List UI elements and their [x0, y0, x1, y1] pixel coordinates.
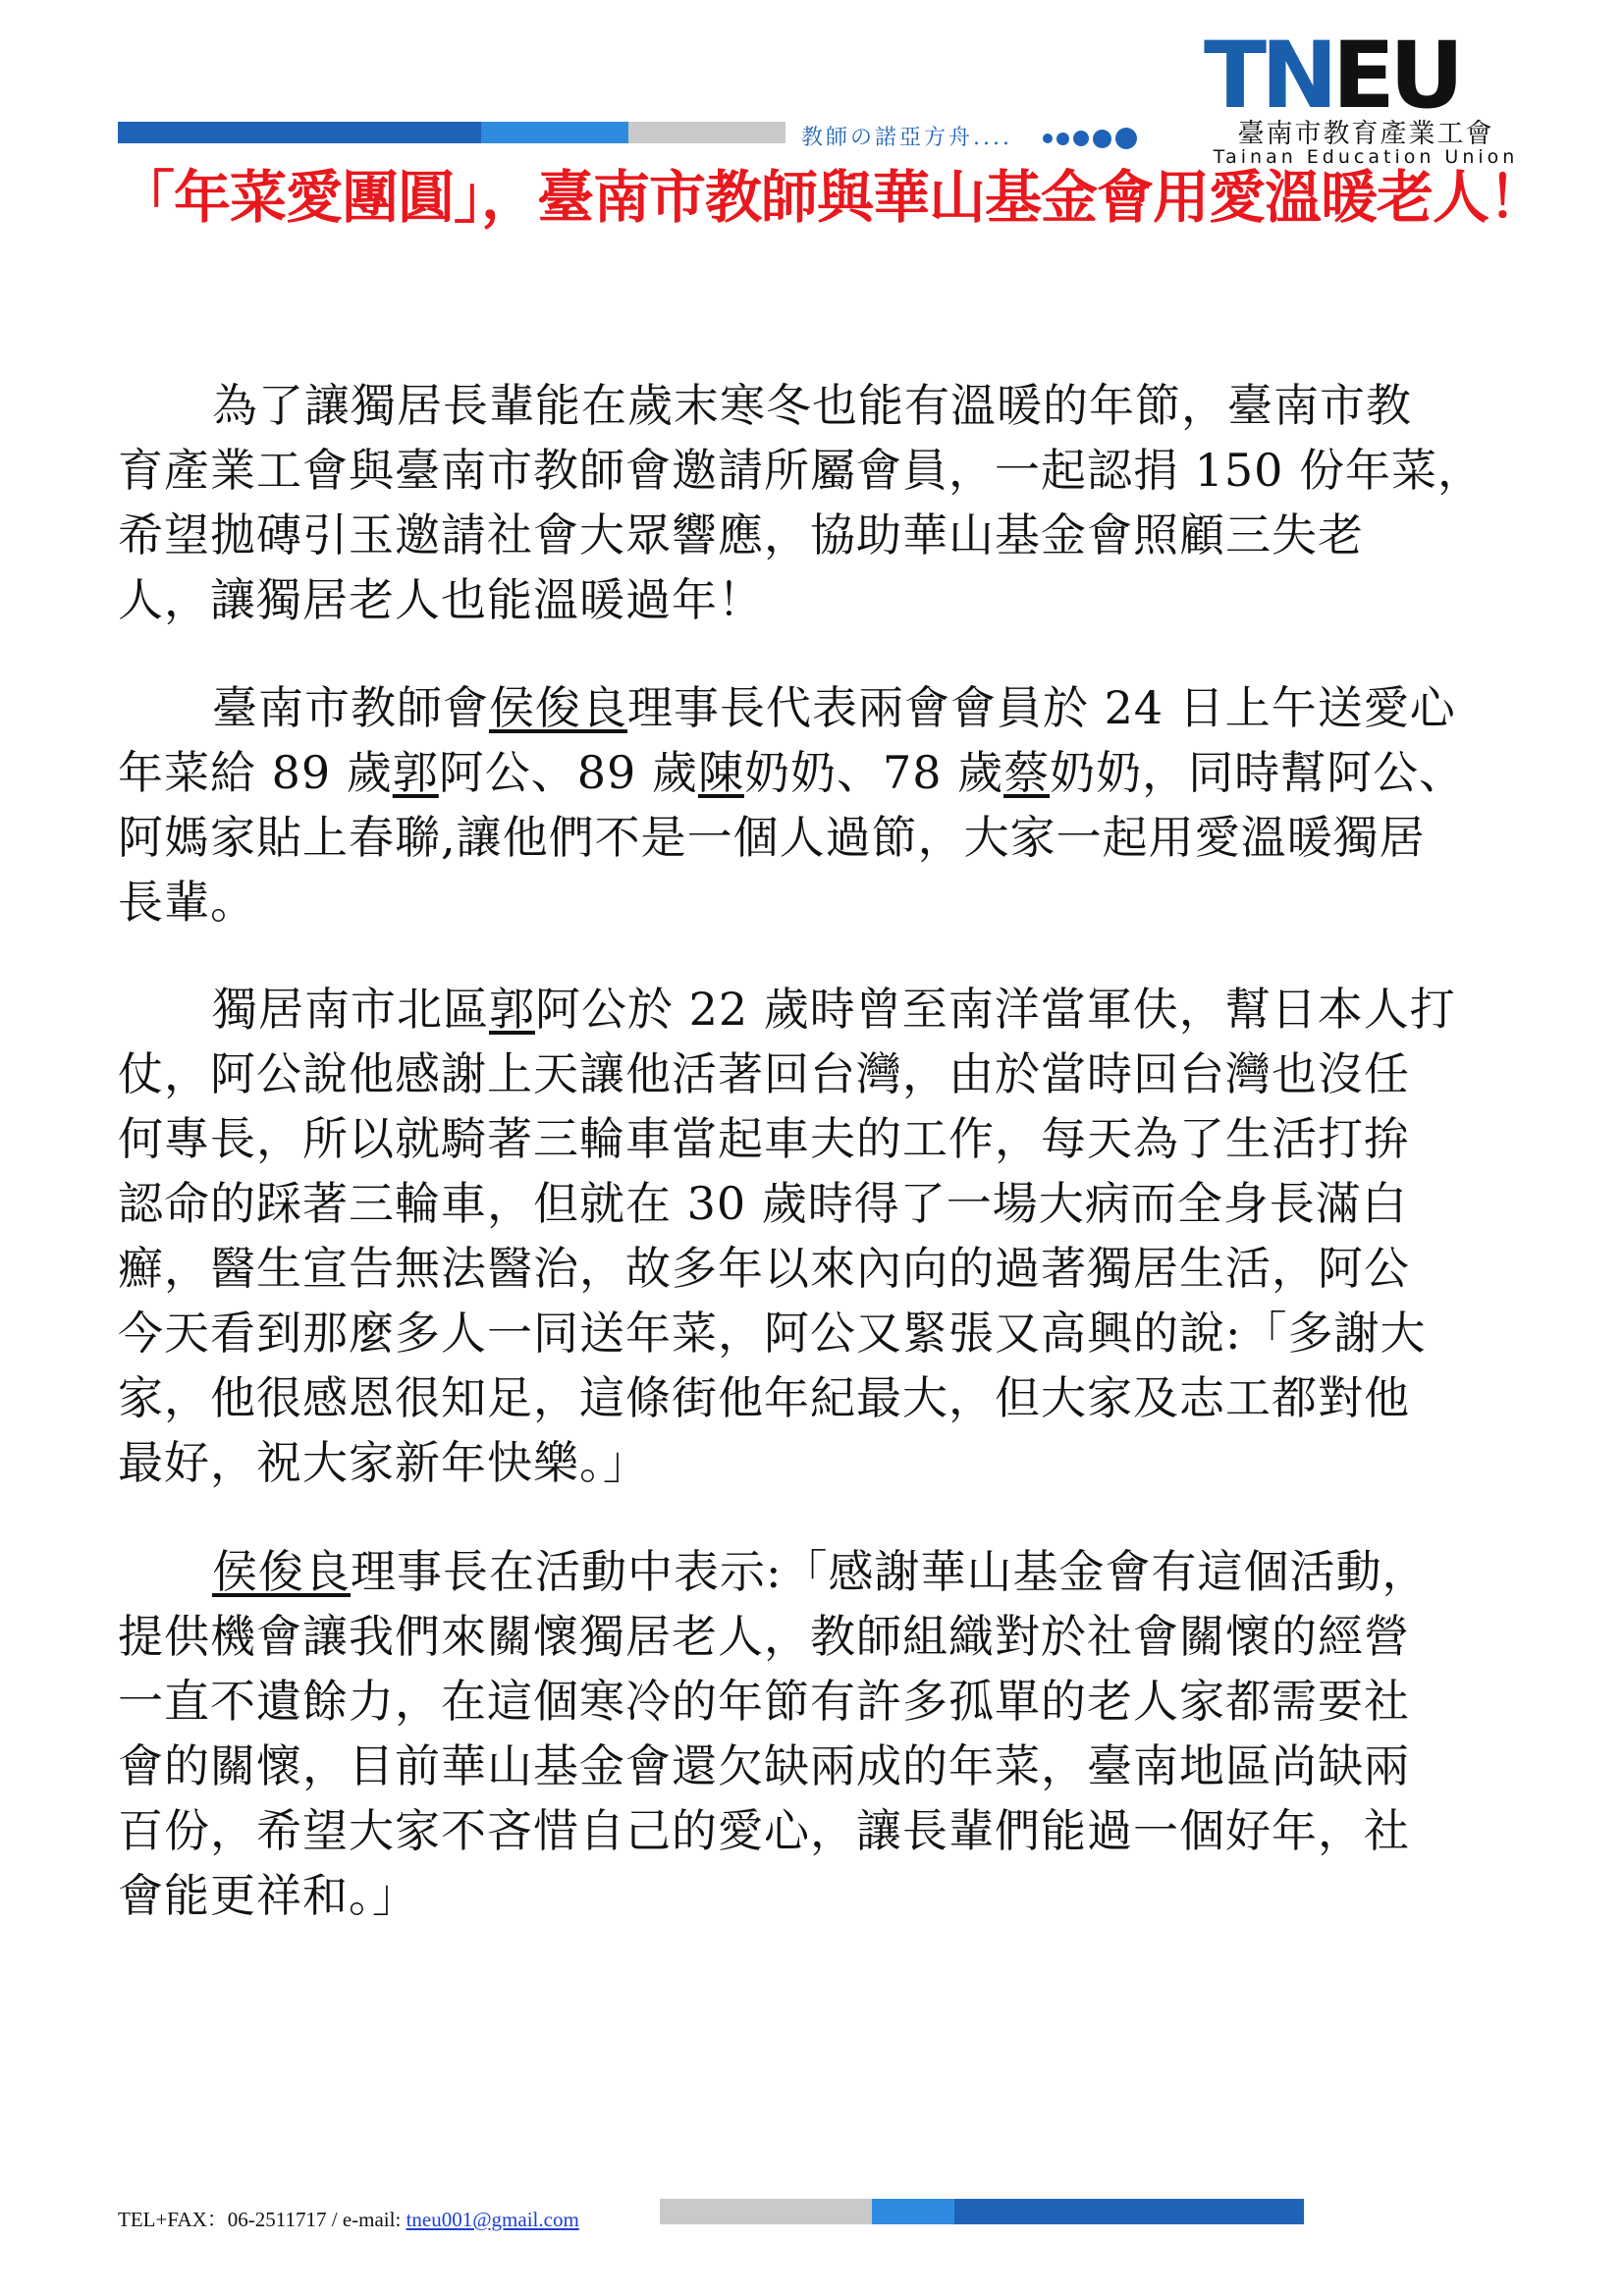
paragraph-line: 阿媽家貼上春聯,讓他們不是一個人過節，大家一起用愛溫暖獨居 [118, 811, 1426, 864]
header-bar-blue [118, 122, 481, 143]
logo-letter: U [1389, 23, 1459, 130]
motto-dots [1043, 126, 1141, 151]
dot-icon [1115, 128, 1137, 149]
line-text: 年菜給 89 歲 [118, 746, 393, 799]
line-text: 理事長在活動中表示:「感謝華山基金會有這個活動， [351, 1545, 1429, 1598]
underlined-name: 郭 [489, 983, 535, 1036]
paragraph-line: 提供機會讓我們來關懷獨居老人，教師組織對於社會關懷的經營 [118, 1610, 1410, 1663]
header-motto: 教師の諾亞方舟.... [801, 126, 1012, 150]
line-text: 阿公、89 歲 [438, 746, 698, 799]
paragraph-line: 一直不遺餘力，在這個寒冷的年節有許多孤單的老人家都需要社 [118, 1675, 1410, 1728]
paragraph-line: 百份，希望大家不吝惜自己的愛心，讓長輩們能過一個好年，社 [118, 1804, 1410, 1857]
header-color-bar [118, 122, 785, 143]
paragraph-line: 會的關懷，目前華山基金會還欠缺兩成的年菜，臺南地區尚缺兩 [118, 1739, 1410, 1792]
paragraph-line [118, 373, 1512, 438]
dot-icon [1056, 133, 1069, 145]
underlined-name: 侯俊良 [212, 1545, 351, 1598]
paragraph-line [118, 1539, 1512, 1604]
paragraph-4 [118, 1539, 1512, 1928]
line-text: 理事長代表兩會會員於 24 日上午送愛心 [627, 681, 1456, 734]
line-text: 阿公於 22 歲時曾至南洋當軍伕，幫日本人打 [535, 983, 1456, 1036]
footer-bar-light-blue [872, 2199, 954, 2224]
underlined-name: 侯俊良 [489, 681, 627, 734]
dot-icon [1073, 131, 1089, 146]
paragraph-line [118, 675, 1512, 740]
line-text: 奶奶，同時幫阿公、 [1050, 746, 1466, 799]
footer-color-bar [660, 2199, 1304, 2224]
paragraph-line: 育產業工會與臺南市教師會邀請所屬會員，一起認捐 150 份年菜， [118, 444, 1485, 497]
paragraph-line: 癬，醫生宣告無法醫治，故多年以來內向的過著獨居生活，阿公 [118, 1242, 1410, 1295]
line-text: 奶奶、78 歲 [743, 746, 1004, 799]
underlined-name: 郭 [392, 746, 439, 799]
paragraph-line [118, 740, 1512, 805]
paragraph-line: 仗，阿公說他感謝上天讓他活著回台灣，由於當時回台灣也沒任 [118, 1047, 1410, 1100]
paragraph-line: 今天看到那麼多人一同送年菜，阿公又緊張又高興的說:「多謝大 [118, 1307, 1427, 1360]
paragraph-line: 認命的踩著三輪車，但就在 30 歲時得了一場大病而全身長滿白 [118, 1177, 1408, 1230]
tneu-logo [1204, 23, 1528, 168]
paragraph-line: 何專長，所以就騎著三輪車當起車夫的工作，每天為了生活打拚 [118, 1112, 1410, 1165]
underlined-name: 蔡 [1003, 746, 1051, 799]
logo-letter: N [1261, 23, 1332, 130]
line-text: 臺南市教師會 [212, 681, 489, 734]
underlined-name: 陳 [697, 746, 744, 799]
paragraph-line: 會能更祥和。」 [118, 1869, 418, 1922]
line-text: 獨居南市北區 [212, 983, 489, 1036]
paragraph-line: 人，讓獨居老人也能溫暖過年！ [118, 573, 764, 626]
logo-wordmark [1204, 23, 1528, 130]
footer-email-link[interactable]: tneu001@gmail.com [406, 2208, 579, 2231]
paragraph-1 [118, 373, 1512, 632]
paragraph-line: 家，他很感恩很知足，這條街他年紀最大，但大家及志工都對他 [118, 1371, 1410, 1424]
header-bar-light-blue [481, 122, 628, 143]
header-bar-gray [628, 122, 785, 143]
dot-icon [1043, 133, 1053, 143]
logo-letter: T [1204, 23, 1262, 130]
paragraph-line: 希望拋磚引玉邀請社會大眾響應，協助華山基金會照顧三失老 [118, 508, 1364, 561]
dot-icon [1093, 130, 1111, 148]
logo-chinese-name: 臺南市教育產業工會 [1237, 119, 1494, 149]
footer-contact-text: TEL+FAX：06-2511717 / e-mail: [118, 2208, 406, 2231]
footer-bar-blue [954, 2199, 1304, 2224]
paragraph-line: 最好，祝大家新年快樂。」 [118, 1436, 649, 1489]
paragraph-line [118, 977, 1512, 1041]
logo-letter: E [1331, 23, 1390, 130]
footer-contact [118, 2204, 579, 2233]
page-title: 「年菜愛團圓」，臺南市教師與華山基金會用愛溫暖老人！ [118, 164, 1545, 231]
paragraph-2 [118, 675, 1512, 934]
logo-english-name: Tainan Education Union [1213, 146, 1519, 168]
paragraph-3 [118, 977, 1512, 1495]
footer-bar-gray [660, 2199, 872, 2224]
paragraph-line: 長輩。 [118, 876, 256, 929]
line-text: 為了讓獨居長輩能在歲末寒冬也能有溫暖的年節，臺南市教 [212, 379, 1412, 432]
